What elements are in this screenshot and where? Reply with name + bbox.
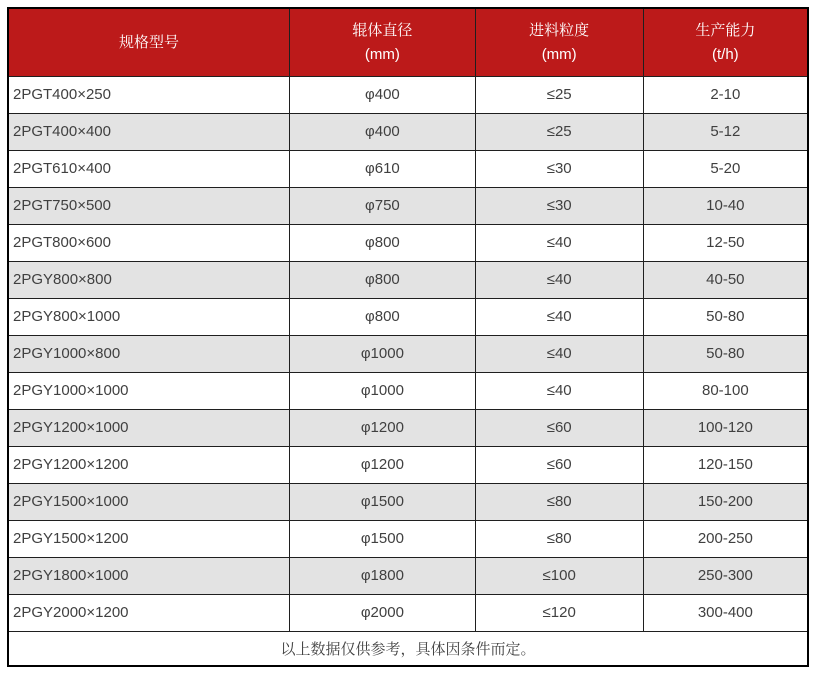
spec-model-cell: 2PGY1000×800 <box>8 335 290 372</box>
capacity-cell: 5-20 <box>643 150 808 187</box>
roller-diameter-cell: φ1200 <box>290 409 476 446</box>
header-row <box>8 8 808 76</box>
roller-diameter-cell: φ1200 <box>290 446 476 483</box>
table-header <box>8 8 808 76</box>
roller-diameter-cell: φ750 <box>290 187 476 224</box>
capacity-cell: 250-300 <box>643 557 808 594</box>
capacity-cell: 2-10 <box>643 76 808 113</box>
roller-diameter-cell: φ1000 <box>290 372 476 409</box>
roller-diameter-cell: φ1500 <box>290 483 476 520</box>
feed-size-cell: ≤30 <box>475 150 643 187</box>
spec-model-cell: 2PGT610×400 <box>8 150 290 187</box>
table-row <box>8 261 808 298</box>
feed-size-cell: ≤40 <box>475 298 643 335</box>
table-footer <box>8 631 808 666</box>
roller-diameter-cell: φ400 <box>290 76 476 113</box>
roller-diameter-cell: φ1500 <box>290 520 476 557</box>
table-row <box>8 224 808 261</box>
spec-model-cell: 2PGY800×800 <box>8 261 290 298</box>
table-row <box>8 409 808 446</box>
capacity-cell: 200-250 <box>643 520 808 557</box>
spec-model-cell: 2PGY2000×1200 <box>8 594 290 631</box>
capacity-cell: 150-200 <box>643 483 808 520</box>
footer-note: 以上数据仅供参考，具体因条件而定。 <box>8 631 808 666</box>
feed-size-cell: ≤80 <box>475 520 643 557</box>
roller-diameter-cell: φ2000 <box>290 594 476 631</box>
feed-size-cell: ≤60 <box>475 446 643 483</box>
column-header-spec-model <box>8 8 290 76</box>
capacity-cell: 120-150 <box>643 446 808 483</box>
table-row <box>8 187 808 224</box>
column-header-feed-size <box>475 8 643 76</box>
spec-model-cell: 2PGY1200×1000 <box>8 409 290 446</box>
capacity-cell: 5-12 <box>643 113 808 150</box>
feed-size-cell: ≤25 <box>475 76 643 113</box>
table-row <box>8 483 808 520</box>
column-header-unit: (mm) <box>364 45 400 63</box>
spec-model-cell: 2PGT400×250 <box>8 76 290 113</box>
column-header-roller-diameter <box>290 8 476 76</box>
column-header-label: 生产能力 <box>695 21 756 39</box>
roller-diameter-cell: φ800 <box>290 224 476 261</box>
table-row <box>8 76 808 113</box>
feed-size-cell: ≤25 <box>475 113 643 150</box>
table-row <box>8 520 808 557</box>
feed-size-cell: ≤30 <box>475 187 643 224</box>
feed-size-cell: ≤120 <box>475 594 643 631</box>
table-row <box>8 594 808 631</box>
feed-size-cell: ≤60 <box>475 409 643 446</box>
capacity-cell: 12-50 <box>643 224 808 261</box>
spec-model-cell: 2PGY1800×1000 <box>8 557 290 594</box>
spec-model-cell: 2PGY800×1000 <box>8 298 290 335</box>
table-row <box>8 557 808 594</box>
column-header-capacity <box>643 8 808 76</box>
table-body <box>8 76 808 631</box>
roller-diameter-cell: φ800 <box>290 261 476 298</box>
spec-model-cell: 2PGY1200×1200 <box>8 446 290 483</box>
column-header-unit: (mm) <box>541 45 577 63</box>
capacity-cell: 50-80 <box>643 298 808 335</box>
feed-size-cell: ≤80 <box>475 483 643 520</box>
spec-model-cell: 2PGT750×500 <box>8 187 290 224</box>
feed-size-cell: ≤40 <box>475 261 643 298</box>
table-row <box>8 150 808 187</box>
roller-diameter-cell: φ400 <box>290 113 476 150</box>
roller-diameter-cell: φ610 <box>290 150 476 187</box>
roller-diameter-cell: φ1000 <box>290 335 476 372</box>
footer-row <box>8 631 808 666</box>
feed-size-cell: ≤100 <box>475 557 643 594</box>
table-row <box>8 113 808 150</box>
capacity-cell: 80-100 <box>643 372 808 409</box>
spec-model-cell: 2PGY1000×1000 <box>8 372 290 409</box>
feed-size-cell: ≤40 <box>475 372 643 409</box>
spec-model-cell: 2PGT400×400 <box>8 113 290 150</box>
table-row <box>8 335 808 372</box>
spec-model-cell: 2PGY1500×1000 <box>8 483 290 520</box>
column-header-unit: (t/h) <box>712 45 739 63</box>
capacity-cell: 300-400 <box>643 594 808 631</box>
column-header-label: 进料粒度 <box>529 21 590 39</box>
spec-model-cell: 2PGT800×600 <box>8 224 290 261</box>
capacity-cell: 50-80 <box>643 335 808 372</box>
table-row <box>8 298 808 335</box>
column-header-label: 规格型号 <box>119 33 180 51</box>
roller-diameter-cell: φ800 <box>290 298 476 335</box>
spec-model-cell: 2PGY1500×1200 <box>8 520 290 557</box>
capacity-cell: 10-40 <box>643 187 808 224</box>
spec-table <box>7 7 809 667</box>
roller-diameter-cell: φ1800 <box>290 557 476 594</box>
capacity-cell: 100-120 <box>643 409 808 446</box>
table-row <box>8 372 808 409</box>
feed-size-cell: ≤40 <box>475 335 643 372</box>
table-row <box>8 446 808 483</box>
feed-size-cell: ≤40 <box>475 224 643 261</box>
capacity-cell: 40-50 <box>643 261 808 298</box>
column-header-label: 辊体直径 <box>352 21 413 39</box>
